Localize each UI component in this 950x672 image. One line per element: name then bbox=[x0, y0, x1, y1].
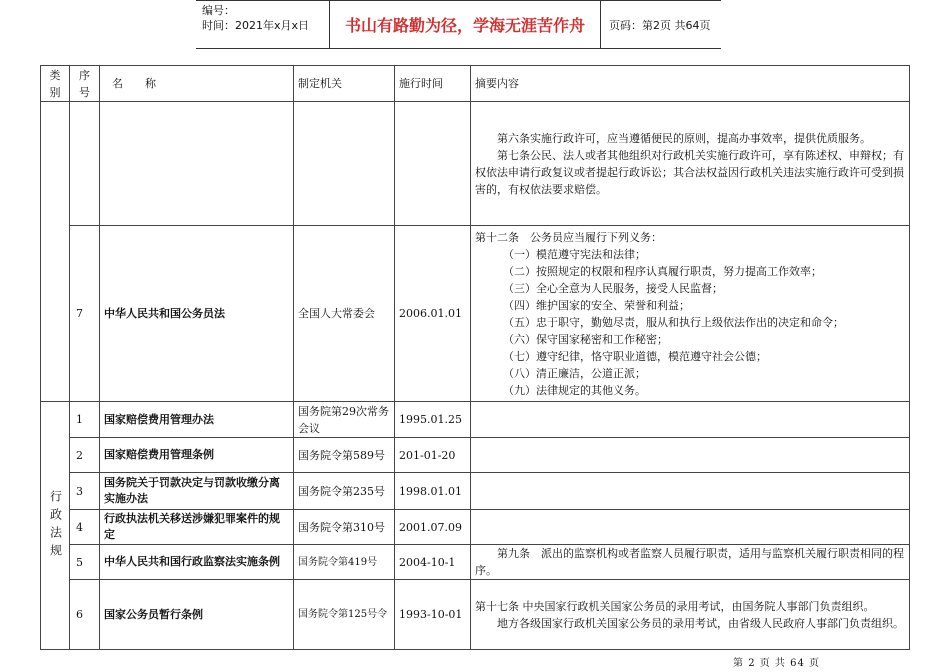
row-date: 2001.07.09 bbox=[395, 510, 471, 545]
table-row bbox=[41, 102, 910, 226]
col-header-org: 制定机关 bbox=[294, 66, 395, 102]
row-date bbox=[395, 102, 471, 226]
row-no: 2 bbox=[70, 438, 100, 473]
row-name: 中华人民共和国行政监察法实施条例 bbox=[100, 545, 294, 580]
row-date: 2004-10-1 bbox=[395, 545, 471, 580]
row-org: 全国人大常委会 bbox=[294, 226, 395, 402]
abstract-paragraph: 第六条实施行政许可，应当遵循便民的原则，提高办事效率，提供优质服务。 bbox=[497, 131, 871, 145]
row-abstract bbox=[471, 580, 910, 650]
row-date: 2006.01.01 bbox=[395, 226, 471, 402]
law-table bbox=[40, 65, 910, 650]
page-footer: 第 2 页 共 64 页 bbox=[733, 658, 820, 669]
row-date: 201-01-20 bbox=[395, 438, 471, 473]
table-row bbox=[41, 402, 910, 438]
row-date: 1995.01.25 bbox=[395, 402, 471, 438]
table-row bbox=[41, 438, 910, 473]
row-no: 1 bbox=[70, 402, 100, 438]
header-meta bbox=[196, 0, 330, 49]
row-org: 国务院令第125号令 bbox=[294, 580, 395, 650]
table-row bbox=[41, 510, 910, 545]
abstract-item: （八）清正廉洁，公道正派； bbox=[503, 366, 646, 380]
table-row bbox=[41, 580, 910, 650]
abstract-paragraph: 第十七条 中央国家行政机关国家公务员的录用考试，由国务院人事部门负责组织。 bbox=[475, 599, 875, 613]
doc-time-label: 时间：2021年x月x日 bbox=[202, 19, 310, 32]
row-name: 国家公务员暂行条例 bbox=[100, 580, 294, 650]
abstract-item: （五）忠于职守，勤勉尽责，服从和执行上级依法作出的决定和命令； bbox=[503, 315, 844, 329]
row-no: 7 bbox=[70, 226, 100, 402]
row-date: 1998.01.01 bbox=[395, 473, 471, 510]
row-date: 1993-10-01 bbox=[395, 580, 471, 650]
col-header-no: 序号 bbox=[70, 66, 100, 102]
table-row bbox=[41, 545, 910, 580]
row-abstract bbox=[471, 545, 910, 580]
type-cell-empty bbox=[41, 102, 70, 402]
doc-number-label: 编号： bbox=[202, 4, 235, 17]
row-org bbox=[294, 102, 395, 226]
row-abstract bbox=[471, 226, 910, 402]
abstract-paragraph: 地方各级国家行政机关国家公务员的录用考试，由省级人民政府人事部门负责组织。 bbox=[497, 616, 904, 630]
row-org: 国务院令第419号 bbox=[294, 545, 395, 580]
col-header-name: 名 称 bbox=[100, 66, 294, 102]
category-cell bbox=[41, 402, 70, 650]
abstract-item: （一）模范遵守宪法和法律； bbox=[503, 247, 646, 261]
table-row bbox=[41, 473, 910, 510]
row-no: 6 bbox=[70, 580, 100, 650]
row-name: 行政执法机关移送涉嫌犯罪案件的规定 bbox=[100, 510, 294, 545]
row-abstract bbox=[471, 438, 910, 473]
abstract-item: （六）保守国家秘密和工作秘密； bbox=[503, 332, 668, 346]
row-no: 5 bbox=[70, 545, 100, 580]
row-org: 国务院令第310号 bbox=[294, 510, 395, 545]
table-row bbox=[41, 226, 910, 402]
abstract-item: （七）遵守纪律，恪守职业道德，模范遵守社会公德； bbox=[503, 349, 767, 363]
row-org: 国务院令第589号 bbox=[294, 438, 395, 473]
row-no bbox=[70, 102, 100, 226]
abstract-heading: 第十二条 公务员应当履行下列义务： bbox=[475, 230, 662, 244]
header-page-label: 页码：第2页 共64页 bbox=[601, 0, 721, 49]
abstract-item: （四）维护国家的安全、荣誉和利益； bbox=[503, 298, 690, 312]
header-motto: 书山有路勤为径，学海无涯苦作舟 bbox=[330, 0, 601, 49]
row-no: 3 bbox=[70, 473, 100, 510]
row-org: 国务院第29次常务会议 bbox=[294, 402, 395, 438]
col-header-date: 施行时间 bbox=[395, 66, 471, 102]
row-abstract bbox=[471, 473, 910, 510]
row-no: 4 bbox=[70, 510, 100, 545]
row-org: 国务院令第235号 bbox=[294, 473, 395, 510]
category-label: 行政法规 bbox=[48, 489, 63, 562]
col-header-type: 类别 bbox=[41, 66, 70, 102]
row-name: 中华人民共和国公务员法 bbox=[100, 226, 294, 402]
abstract-item: （九）法律规定的其他义务。 bbox=[503, 383, 646, 397]
row-name: 国家赔偿费用管理条例 bbox=[100, 438, 294, 473]
row-name: 国务院关于罚款决定与罚款收缴分离实施办法 bbox=[100, 473, 294, 510]
row-abstract bbox=[471, 102, 910, 226]
col-header-abstract: 摘要内容 bbox=[471, 66, 910, 102]
abstract-paragraph: 第七条公民、法人或者其他组织对行政机关实施行政许可，享有陈述权、申辩权；有权依法申请行政复议或者提起行政诉讼；其合法权益因行政机关违法实施行政许可受到损害的，有权依法要求赔偿。 bbox=[475, 148, 904, 196]
abstract-paragraph: 第九条 派出的监察机构或者监察人员履行职责，适用与监察机关履行职责相同的程序。 bbox=[475, 547, 904, 577]
abstract-item: （二）按照规定的权限和程序认真履行职责，努力提高工作效率； bbox=[503, 264, 822, 278]
row-abstract bbox=[471, 510, 910, 545]
row-name: 国家赔偿费用管理办法 bbox=[100, 402, 294, 438]
row-name bbox=[100, 102, 294, 226]
abstract-item: （三）全心全意为人民服务，接受人民监督； bbox=[503, 281, 723, 295]
page-header bbox=[196, 0, 721, 49]
table-header-row bbox=[41, 66, 910, 102]
row-abstract bbox=[471, 402, 910, 438]
